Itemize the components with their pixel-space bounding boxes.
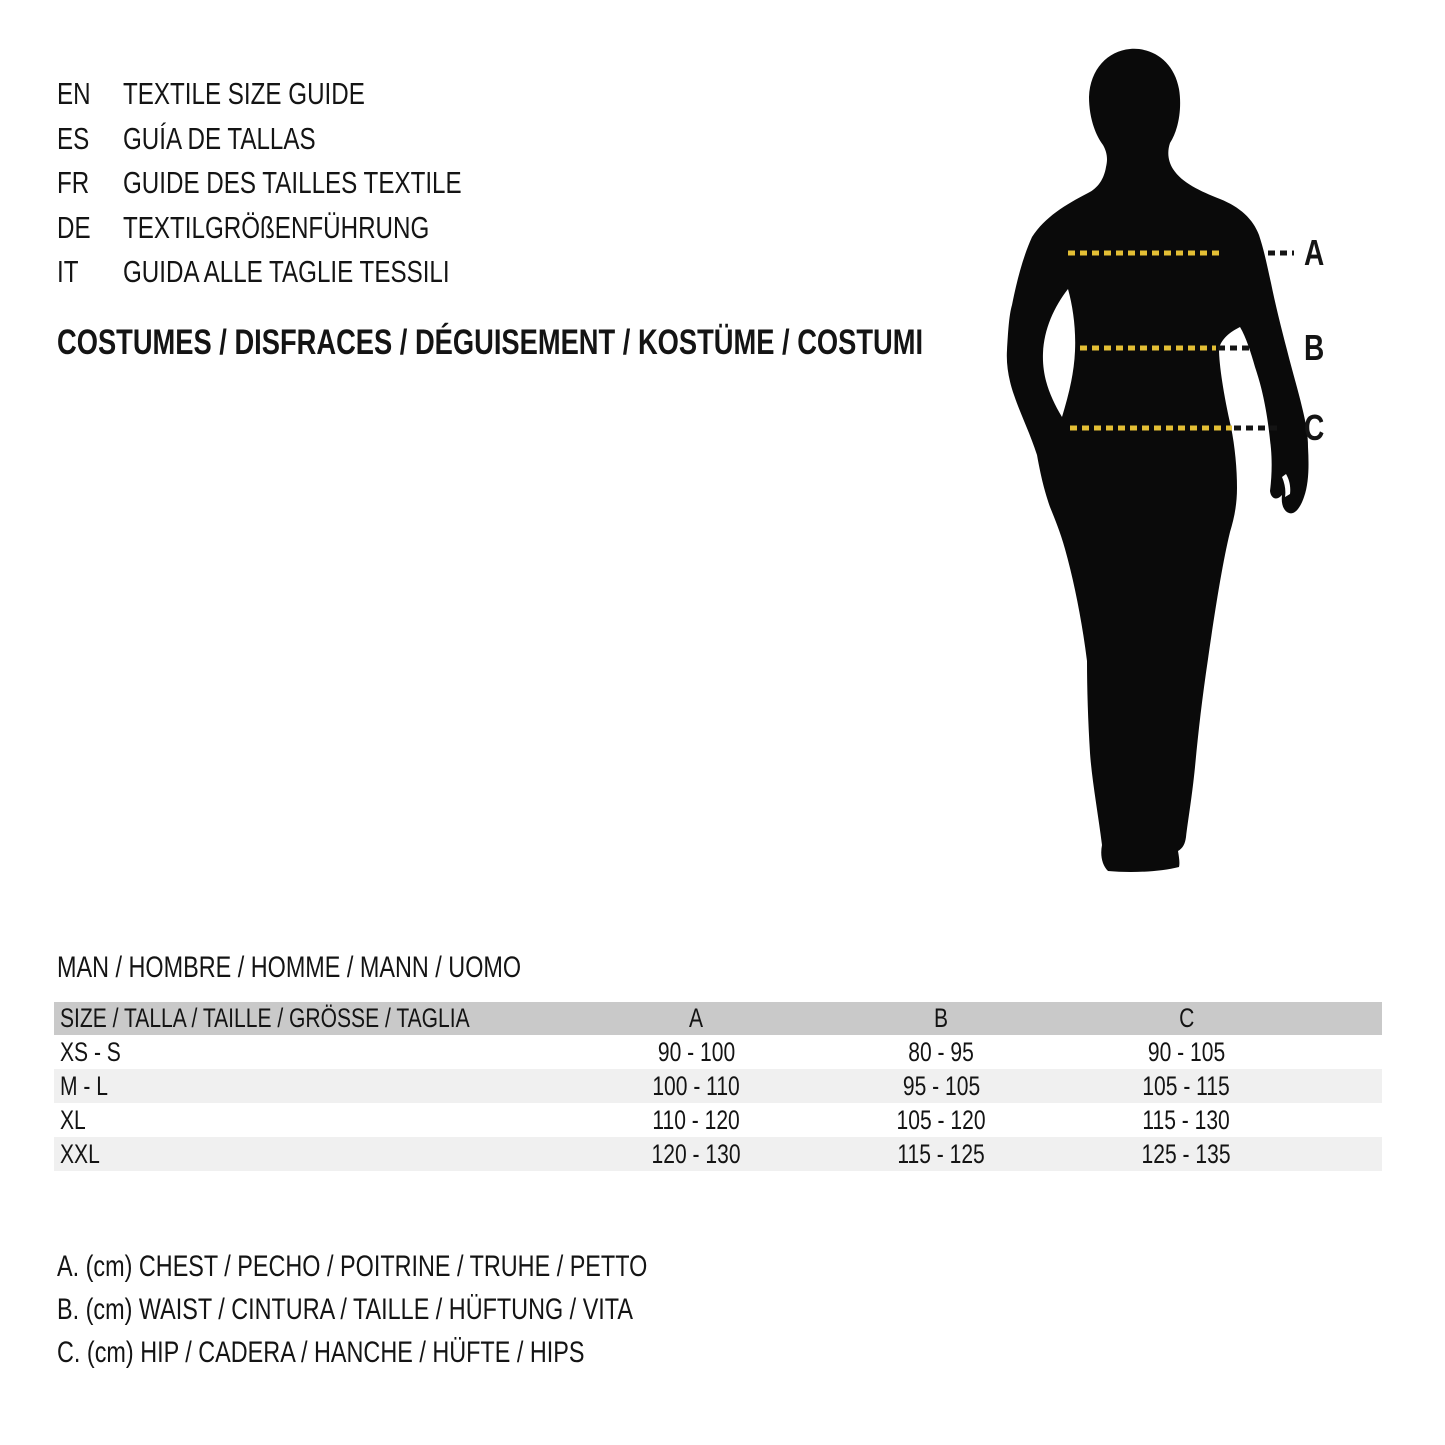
language-row-it xyxy=(57,250,557,295)
language-title: GUIDE DES TAILLES TEXTILE xyxy=(123,165,462,201)
language-title: GUIDA ALLE TAGLIE TESSILI xyxy=(123,254,450,290)
legend-text: CHEST / PECHO / POITRINE / TRUHE / PETTO xyxy=(138,1250,648,1283)
value-cell-c: 90 - 105 xyxy=(1147,1037,1226,1067)
legend-prefix: A. (cm) xyxy=(57,1250,133,1283)
man-silhouette-shape xyxy=(1007,49,1309,872)
language-code: EN xyxy=(57,76,91,112)
value-cell-a: 110 - 120 xyxy=(652,1105,741,1135)
language-title-list xyxy=(57,72,557,295)
table-row-xs-s xyxy=(54,1035,1382,1069)
language-code: IT xyxy=(57,254,79,290)
size-cell: XXL xyxy=(60,1139,100,1169)
language-code: FR xyxy=(57,165,90,201)
language-row-es xyxy=(57,117,557,162)
measure-label-a: A xyxy=(1304,232,1325,273)
value-cell-a: 100 - 110 xyxy=(652,1071,741,1101)
language-title: TEXTILE SIZE GUIDE xyxy=(123,76,365,112)
size-cell: XL xyxy=(60,1105,86,1135)
legend-item-hip xyxy=(57,1331,814,1374)
value-cell-c: 115 - 130 xyxy=(1142,1105,1231,1135)
section-label-man: MAN / HOMBRE / HOMME / MANN / UOMO xyxy=(57,951,522,984)
language-code: ES xyxy=(57,120,90,156)
language-row-fr xyxy=(57,161,557,206)
value-cell-b: 115 - 125 xyxy=(897,1139,986,1169)
category-heading: COSTUMES / DISFRACES / DÉGUISEMENT / KOSTÜME / COSTUMI xyxy=(57,323,924,362)
measure-label-c: C xyxy=(1304,407,1325,448)
legend-prefix: C. (cm) xyxy=(57,1336,134,1369)
size-cell: M - L xyxy=(60,1071,108,1101)
measurement-legend xyxy=(57,1245,814,1374)
language-title: TEXTILGRÖßENFÜHRUNG xyxy=(123,209,430,245)
table-header-row xyxy=(54,1002,1382,1035)
value-cell-b: 105 - 120 xyxy=(897,1105,986,1135)
language-title: GUÍA DE TALLAS xyxy=(123,120,316,156)
legend-text: WAIST / CINTURA / TAILLE / HÜFTUNG / VITA xyxy=(138,1293,633,1326)
size-column-header: SIZE / TALLA / TAILLE / GRÖSSE / TAGLIA xyxy=(60,1003,470,1033)
language-row-de xyxy=(57,206,557,251)
table-row-m-l xyxy=(54,1069,1382,1103)
column-header-c: C xyxy=(1178,1003,1195,1033)
column-header-b: B xyxy=(934,1003,949,1033)
language-row-en xyxy=(57,72,557,117)
language-code: DE xyxy=(57,209,91,245)
legend-text: HIP / CADERA / HANCHE / HÜFTE / HIPS xyxy=(140,1336,585,1369)
size-cell: XS - S xyxy=(60,1037,121,1067)
man-silhouette-graphic xyxy=(990,45,1335,920)
value-cell-c: 105 - 115 xyxy=(1142,1071,1231,1101)
table-row-xl xyxy=(54,1103,1382,1137)
table-row-xxl xyxy=(54,1137,1382,1171)
legend-item-waist xyxy=(57,1288,814,1331)
legend-item-chest xyxy=(57,1245,814,1288)
column-header-a: A xyxy=(689,1003,704,1033)
size-table xyxy=(54,1002,1382,1171)
man-silhouette-figure xyxy=(990,45,1335,920)
measure-label-b: B xyxy=(1304,327,1325,368)
value-cell-a: 120 - 130 xyxy=(652,1139,741,1169)
value-cell-c: 125 - 135 xyxy=(1142,1139,1231,1169)
value-cell-a: 90 - 100 xyxy=(657,1037,736,1067)
value-cell-b: 80 - 95 xyxy=(908,1037,975,1067)
legend-prefix: B. (cm) xyxy=(57,1293,133,1326)
value-cell-b: 95 - 105 xyxy=(902,1071,981,1101)
